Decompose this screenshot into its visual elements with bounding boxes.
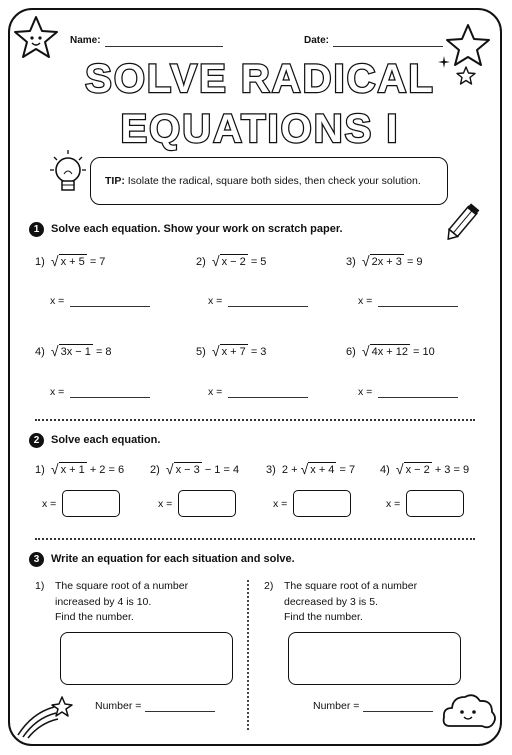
section-2-title: Solve each equation.: [51, 434, 161, 446]
name-field[interactable]: [105, 45, 223, 47]
smiling-cloud-icon: [440, 688, 498, 734]
worksheet-title: [60, 54, 460, 154]
work-box-2[interactable]: [288, 632, 461, 685]
tip-text: Isolate the radical, square both sides, then check your solution.: [127, 175, 421, 187]
answer-box-2-4[interactable]: x =: [386, 490, 464, 517]
answer-line-1-5[interactable]: x =: [208, 386, 308, 398]
problem-1-3: 3) √ 2x + 3 = 9: [346, 253, 423, 269]
answer-line-1-6[interactable]: x =: [358, 386, 458, 398]
section-3-title: Write an equation for each situation and solve.: [51, 553, 295, 565]
shooting-star-icon: [14, 693, 76, 739]
tip-box: [90, 157, 448, 205]
problem-1-5: 5) √ x + 7 = 3: [196, 343, 267, 359]
name-label: Name:: [70, 35, 101, 46]
date-label: Date:: [304, 35, 330, 46]
smiling-star-icon: [12, 14, 60, 62]
problem-1-1: 1) √ x + 5 = 7: [35, 253, 106, 269]
work-box-1[interactable]: [60, 632, 233, 685]
title-line-1: SOLVE RADICAL: [85, 57, 435, 101]
date-field[interactable]: [333, 45, 443, 47]
problem-1-6: 6) √ 4x + 12 = 10: [346, 343, 435, 359]
answer-line-1-2[interactable]: x =: [208, 295, 308, 307]
answer-box-2-1[interactable]: x =: [42, 490, 120, 517]
word-problem-2-text: The square root of a number decreased by 3 is 5. Find the number.: [284, 580, 418, 623]
answer-line-1-3[interactable]: x =: [358, 295, 458, 307]
section-1-title: Solve each equation. Show your work on scratch paper.: [51, 223, 343, 235]
problem-2-3: 3) 2 + √ x + 4 = 7: [266, 461, 356, 477]
column-divider: [247, 580, 249, 730]
title-line-2: EQUATIONS I: [120, 107, 400, 151]
section-1-badge: 1: [29, 222, 44, 237]
answer-line-1-4[interactable]: x =: [50, 386, 150, 398]
number-answer-1[interactable]: Number =: [95, 700, 215, 712]
section-3-badge: 3: [29, 552, 44, 567]
number-answer-2[interactable]: Number =: [313, 700, 433, 712]
tip-label: TIP:: [105, 175, 125, 187]
problem-1-4: 4) √ 3x − 1 = 8: [35, 343, 112, 359]
word-problem-1-number: 1): [35, 580, 45, 592]
problem-1-2: 2) √ x − 2 = 5: [196, 253, 267, 269]
problem-2-1: 1) √ x + 1 + 2 = 6: [35, 461, 125, 477]
section-divider: [35, 419, 475, 421]
pencil-icon: [440, 195, 488, 247]
answer-box-2-2[interactable]: x =: [158, 490, 236, 517]
section-divider: [35, 538, 475, 540]
section-2-badge: 2: [29, 433, 44, 448]
answer-line-1-1[interactable]: x =: [50, 295, 150, 307]
answer-box-2-3[interactable]: x =: [273, 490, 351, 517]
word-problem-2-number: 2): [264, 580, 274, 592]
lightbulb-icon: [44, 148, 92, 203]
word-problem-1-text: The square root of a number increased by 4 is 10. Find the number.: [55, 580, 189, 623]
problem-2-4: 4) √ x − 2 + 3 = 9: [380, 461, 470, 477]
problem-2-2: 2) √ x − 3 − 1 = 4: [150, 461, 240, 477]
